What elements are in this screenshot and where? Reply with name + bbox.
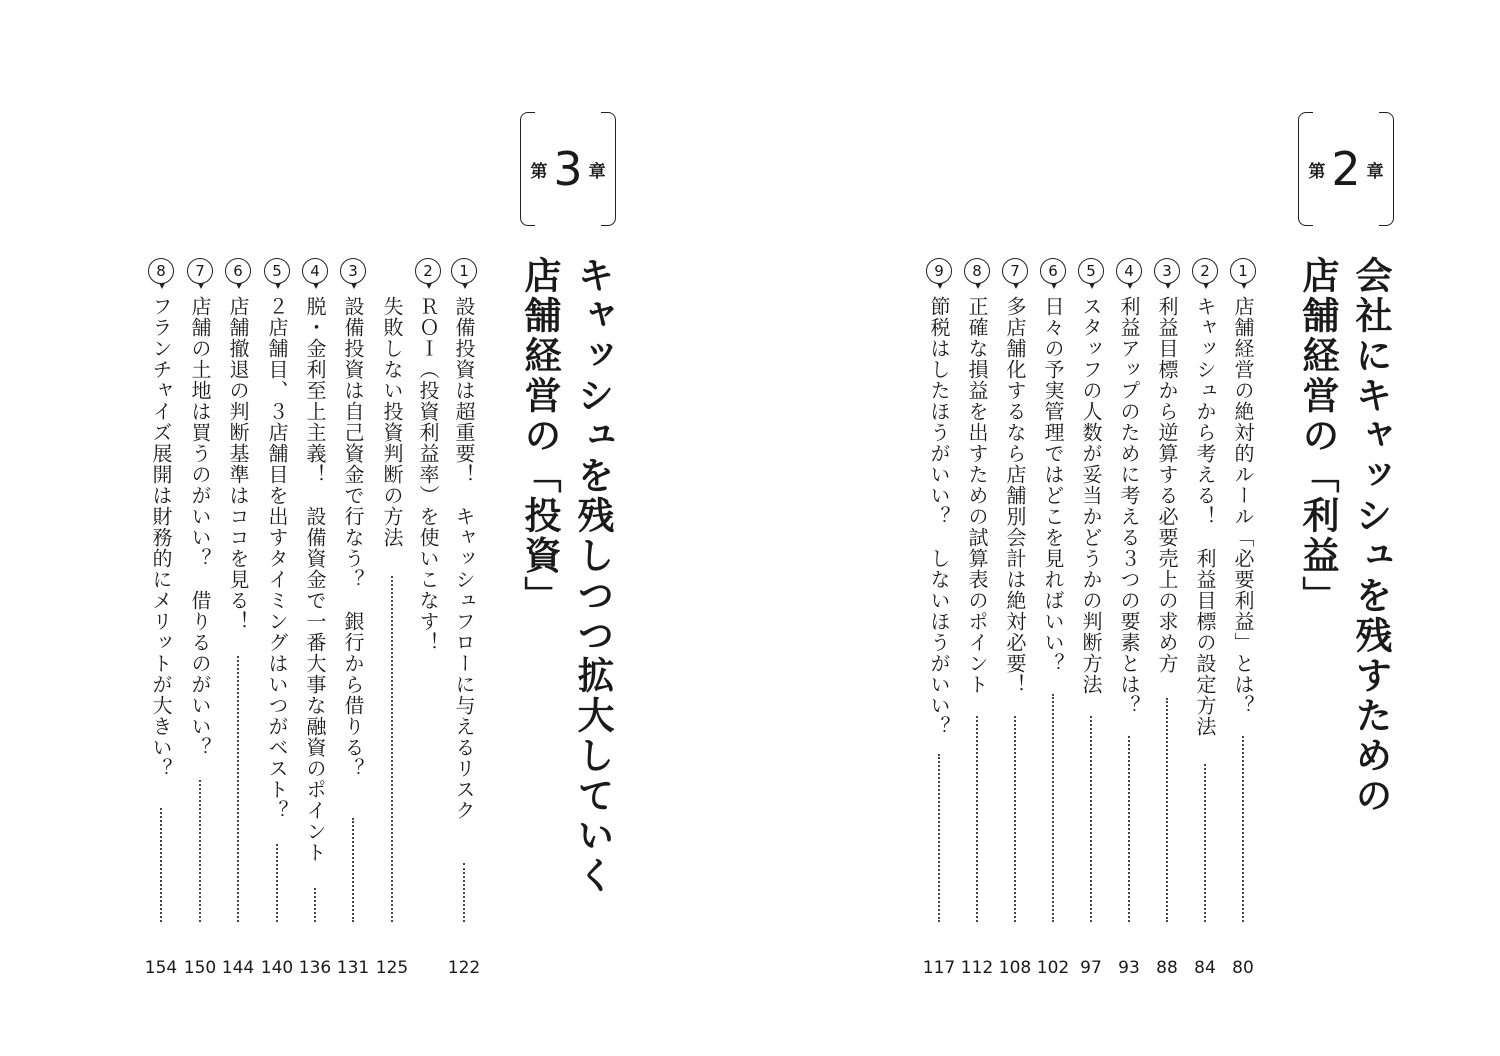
section-number-marker: 5: [1078, 258, 1104, 284]
toc-entry-title: キャッシュから考える！ 利益目標の設定方法: [1193, 296, 1217, 737]
toc-entry-3-1[interactable]: [446, 258, 482, 978]
dot-leader: [976, 716, 978, 922]
dot-leader: [1090, 716, 1092, 922]
page-number: 117: [922, 958, 956, 978]
toc-entry-3-6[interactable]: [220, 258, 256, 978]
section-number-marker: 4: [1116, 258, 1142, 284]
toc-entry-title: 利益目標から逆算する必要売上の求め方: [1155, 296, 1179, 674]
section-number-marker: 7: [187, 258, 213, 284]
section-number-marker: 8: [964, 258, 990, 284]
section-number-marker: 4: [302, 258, 328, 284]
toc-entry-title: 利益アップのために考える３つの要素とは？: [1117, 296, 1141, 716]
chapter-suffix: 章: [588, 161, 606, 182]
chapter-3-title-line1: キャッシュを残しつつ拡大していく: [571, 256, 614, 896]
dot-leader: [463, 863, 465, 922]
chapter-2-title-line2: 店舗経営の「利益」: [1296, 256, 1339, 616]
toc-entry-3-4[interactable]: [297, 258, 333, 978]
dot-leader: [1128, 736, 1130, 922]
page-number: 93: [1118, 958, 1140, 978]
section-number-marker: 1: [451, 258, 477, 284]
page-number: 108: [998, 958, 1032, 978]
toc-entry-title: 多店舗化するなら店舗別会計は絶対必要！: [1003, 296, 1027, 695]
page-number: 136: [298, 958, 332, 978]
section-number-marker: 7: [1002, 258, 1028, 284]
toc-entry-3-5[interactable]: [259, 258, 295, 978]
page-number: 84: [1194, 958, 1216, 978]
dot-leader: [1052, 694, 1054, 922]
dot-leader: [160, 808, 162, 922]
toc-entry-2-1[interactable]: [1225, 258, 1261, 978]
toc-entry-title: スタッフの人数が妥当かどうかの判断方法: [1079, 296, 1103, 695]
page-number: 112: [960, 958, 994, 978]
page-number: 131: [336, 958, 370, 978]
toc-entry-title: ２店舗目、３店舗目を出すタイミングはいつがベスト？: [265, 296, 289, 821]
toc-entry-title: 脱・金利至上主義！ 設備資金で一番大事な融資のポイント: [303, 296, 327, 863]
toc-entry-2-5[interactable]: [1073, 258, 1109, 978]
page-number: 140: [260, 958, 294, 978]
section-number-marker: 2: [1192, 258, 1218, 284]
section-number-marker: 6: [1040, 258, 1066, 284]
page-number: 97: [1080, 958, 1102, 978]
dot-leader: [1166, 698, 1168, 922]
toc-entry-2-2[interactable]: [1187, 258, 1223, 978]
dot-leader: [1242, 736, 1244, 922]
section-number-marker: 6: [225, 258, 251, 284]
toc-entry-title: 失敗しない投資判断の方法: [380, 296, 404, 548]
chapter-suffix: 章: [1366, 161, 1384, 182]
toc-entry-title: 店舗撤退の判断基準はココを見る！: [226, 296, 250, 632]
toc-entry-2-6[interactable]: [1035, 258, 1071, 978]
page-number: 80: [1232, 958, 1254, 978]
toc-entry-title: 店舗の土地は買うのがいい？ 借りるのがいい？: [188, 296, 212, 758]
page-number: 125: [375, 958, 409, 978]
chapter-3-badge: [520, 112, 616, 226]
page-number: 102: [1036, 958, 1070, 978]
dot-leader: [314, 888, 316, 922]
page-number: 122: [447, 958, 481, 978]
chapter-prefix: 第: [530, 161, 548, 182]
chapter-2-badge: [1298, 112, 1394, 226]
toc-entry-2-8[interactable]: [959, 258, 995, 978]
page-number: 144: [221, 958, 255, 978]
chapter-prefix: 第: [1308, 161, 1326, 182]
dot-leader: [276, 844, 278, 922]
chapter-number: 2: [1331, 142, 1361, 196]
section-number-marker: 9: [926, 258, 952, 284]
toc-entry-title: 節税はしたほうがいい？ しないほうがいい？: [927, 296, 951, 737]
section-number-marker: 5: [264, 258, 290, 284]
chapter-number: 3: [553, 142, 583, 196]
toc-entry-title: 日々の予実管理ではどこを見ればいい？: [1041, 296, 1065, 674]
toc-entry-2-3[interactable]: [1149, 258, 1185, 978]
toc-entry-title: 設備投資は自己資金で行なう？ 銀行から借りる？: [341, 296, 365, 779]
toc-entry-title: ＲＯＩ（投資利益率）を使いこなす！: [416, 296, 440, 653]
page-number: 150: [183, 958, 217, 978]
section-number-marker: 3: [1154, 258, 1180, 284]
section-number-marker: 1: [1230, 258, 1256, 284]
dot-leader: [237, 656, 239, 922]
page-number: 154: [144, 958, 178, 978]
toc-entry-title: 設備投資は超重要！ キャッシュフローに与えるリスク: [452, 296, 476, 821]
toc-entry-title: フランチャイズ展開は財務的にメリットが大きい？: [149, 296, 173, 779]
dot-leader: [352, 818, 354, 922]
section-number-marker: 8: [148, 258, 174, 284]
chapter-3-title-line2: 店舗経営の「投資」: [518, 256, 561, 616]
toc-entry-3-1b[interactable]: [374, 258, 410, 978]
toc-entry-2-4[interactable]: [1111, 258, 1147, 978]
toc-entry-3-8[interactable]: [143, 258, 179, 978]
toc-entry-3-7[interactable]: [182, 258, 218, 978]
page-number: 88: [1156, 958, 1178, 978]
toc-entry-title: 店舗経営の絶対的ルール「必要利益」とは？: [1231, 296, 1255, 716]
chapter-2-title-line1: 会社にキャッシュを残すための: [1349, 256, 1392, 816]
dot-leader: [1204, 764, 1206, 922]
dot-leader: [199, 780, 201, 922]
dot-leader: [1014, 716, 1016, 922]
toc-entry-2-9[interactable]: [921, 258, 957, 978]
dot-leader: [391, 576, 393, 922]
toc-entry-3-2[interactable]: [410, 258, 446, 978]
section-number-marker: 3: [340, 258, 366, 284]
section-number-marker: 2: [415, 258, 441, 284]
toc-entry-2-7[interactable]: [997, 258, 1033, 978]
toc-entry-3-3[interactable]: [335, 258, 371, 978]
toc-entry-title: 正確な損益を出すための試算表のポイント: [965, 296, 989, 695]
dot-leader: [938, 754, 940, 922]
